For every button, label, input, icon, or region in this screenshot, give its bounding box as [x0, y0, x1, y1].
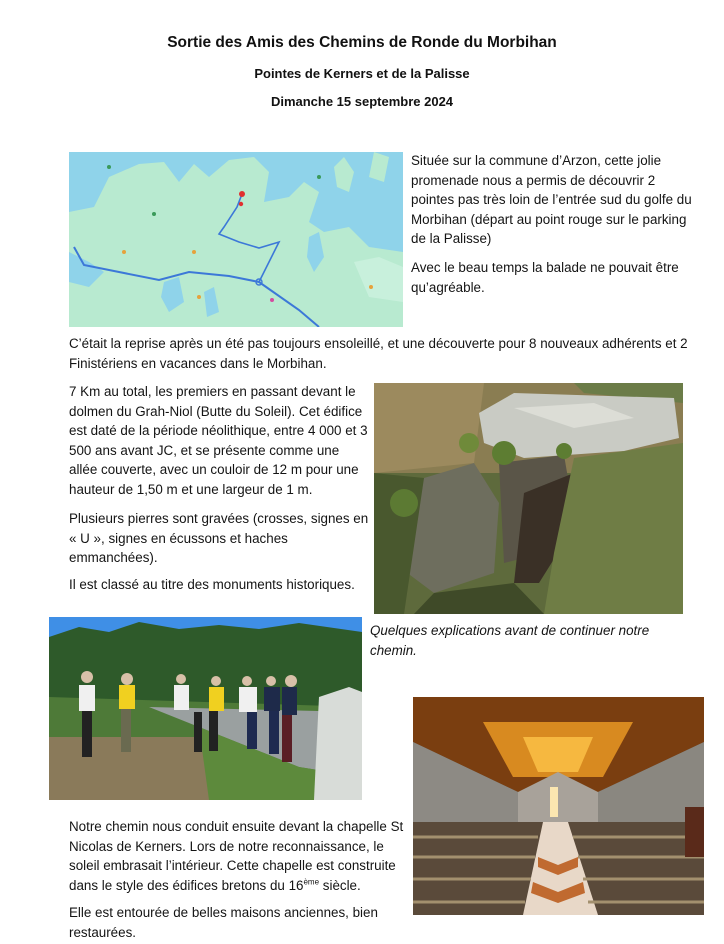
ordinal-superscript: ème	[303, 877, 320, 887]
reprise-paragraph: C’était la reprise après un été pas toujours ensoleillé, et une découverte pour 8 nouveaux adhérents et 2 Finistériens en vacances dans le Morbihan.	[69, 336, 688, 371]
dolmen-photo	[374, 383, 683, 614]
route-map-image	[69, 152, 403, 327]
document-subtitle: Pointes de Kerners et de la Palisse	[254, 66, 470, 81]
intro-paragraph: Située sur la commune d’Arzon, cette jolie promenade nous a permis de découvrir 2 pointes pas très loin de l’entrée sud du golfe du Morbihan (départ au point rouge sur le parking de la Palisse)	[411, 153, 692, 246]
chapel-paragraph-text: Notre chemin nous conduit ensuite devant la chapelle St Nicolas de Kerners. Lors de notre reconnaissance, le soleil embrasait l’intérieur. Cette chapelle est construite dans le style des édifices bretons du 16	[69, 819, 404, 893]
chapel-paragraph-end: siècle.	[319, 877, 361, 893]
engravings-paragraph: Plusieurs pierres sont gravées (crosses, signes en « U », signes en écussons et haches emmanchées).	[69, 511, 369, 565]
document-title: Sortie des Amis des Chemins de Ronde du Morbihan	[167, 34, 557, 51]
houses-paragraph: Elle est entourée de belles maisons anciennes, bien restaurées.	[69, 905, 378, 940]
historic-monument-paragraph: Il est classé au titre des monuments historiques.	[69, 577, 355, 592]
chapel-interior-photo	[413, 697, 704, 915]
intro-weather-paragraph: Avec le beau temps la balade ne pouvait être qu’agréable.	[411, 260, 679, 295]
group-photo	[49, 617, 362, 800]
document-date: Dimanche 15 septembre 2024	[270, 94, 454, 109]
dolmen-description-paragraph: 7 Km au total, les premiers en passant devant le dolmen du Grah-Niol (Butte du Soleil). Cet édifice est daté de la période néolithique, entre 4 000 et 3 500 ans avant JC, et se présente comme une allée couverte, avec un couloir de 12 m pour une hauteur de 1,50 m et une largeur de 1 m.	[69, 384, 368, 497]
chapel-paragraph	[69, 817, 409, 895]
group-photo-caption: Quelques explications avant de continuer notre chemin.	[370, 623, 650, 658]
